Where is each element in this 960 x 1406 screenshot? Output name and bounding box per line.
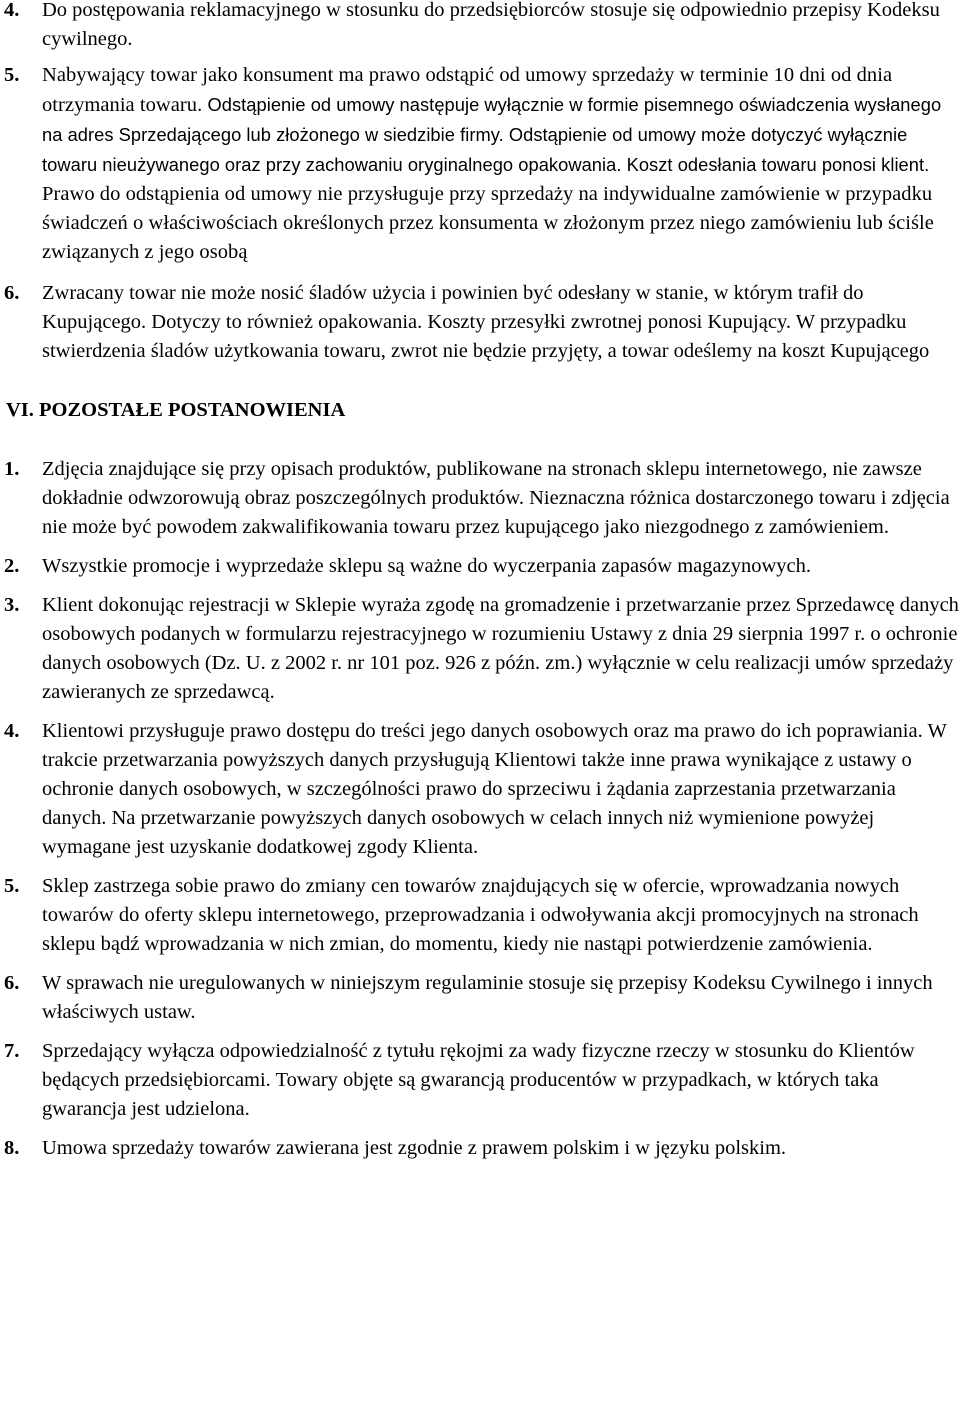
item-number: 6. bbox=[4, 972, 20, 994]
section-heading: VI. POZOSTAŁE POSTANOWIENIA bbox=[6, 399, 346, 421]
item-text: Sklep zastrzega sobie prawo do zmiany cen towarów znajdujących się w ofercie, wprowadzania nowych towarów do oferty sklepu internetowego, przeprowadzania i odwoływania akcji promocyjnych na stronach sklepu bądź wprowadzania w nich zmian, do momentu, kiedy nie nastąpi potwierdzenie zamówienia. bbox=[42, 875, 919, 955]
item-number: 4. bbox=[4, 0, 20, 21]
item-text-segment: Do postępowania reklamacyjnego w stosunku do przedsiębiorców stosuje się odpowiednio przepisy Kodeksu cywilnego. bbox=[42, 0, 940, 50]
item-number: 3. bbox=[4, 594, 20, 616]
item-text-segment: Odstąpienie od umowy następuje wyłącznie w formie pisemnego oświadczenia wysłanego na adres Sprzedającego lub złożonego w siedzibie firmy. Odstąpienie od umowy może dotyczyć wyłącznie towaru nieużywanego oraz przy zachowaniu oryginalnego opakowania. Koszt odesłania towaru ponosi klient. bbox=[42, 94, 942, 175]
item-text: Umowa sprzedaży towarów zawierana jest zgodnie z prawem polskim i w języku polskim. bbox=[42, 1137, 787, 1159]
item-text bbox=[42, 61, 960, 267]
item-number: 7. bbox=[4, 1040, 20, 1062]
item-text: Klientowi przysługuje prawo dostępu do treści jego danych osobowych oraz ma prawo do ich poprawiania. W trakcie przetwarzania powyższych danych przysługują Klientowi także inne prawa wynikające z ustawy o ochronie danych osobowych, w szczególności prawo do sprzeciwu i żądania zaprzestania przetwarzania danych. Na przetwarzanie powyższych danych osobowych w celach innych niż wymienione powyżej wymagane jest uzyskanie dodatkowej zgody Klienta. bbox=[42, 720, 947, 858]
item-text-segment: Prawo do odstąpienia od umowy nie przysługuje przy sprzedaży na indywidualne zamówienie w przypadku świadczeń o właściwościach określonych przez konsumenta w złożonym przez niego zamówieniu lub ściśle związanych z jego osobą bbox=[42, 183, 934, 263]
item-text: Klient dokonując rejestracji w Sklepie wyraża zgodę na gromadzenie i przetwarzanie przez Sprzedawcę danych osobowych podanych w formularzu rejestracyjnego w rozumieniu Ustawy z dnia 29 sierpnia 1997 r. o ochronie danych osobowych (Dz. U. z 2002 r. nr 101 poz. 926 z późn. zm.) wyłącznie w celu realizacji umów sprzedaży zawieranych ze sprzedawcą. bbox=[42, 594, 959, 703]
item-text bbox=[42, 0, 960, 54]
list-item bbox=[4, 1134, 960, 1163]
item-number: 6. bbox=[4, 282, 20, 304]
item-text-segment: Zwracany towar nie może nosić śladów użycia i powinien być odesłany w stanie, w którym trafił do Kupującego. Dotyczy to również opakowania. Koszty przesyłki zwrotnej ponosi Kupujący. W przypadku stwierdzenia śladów użytkowania towaru, zwrot nie będzie przyjęty, a towar odeślemy na koszt Kupującego bbox=[42, 282, 930, 362]
item-number: 8. bbox=[4, 1137, 20, 1159]
list-item bbox=[4, 279, 960, 366]
list-item bbox=[4, 0, 960, 54]
item-number: 1. bbox=[4, 458, 20, 480]
item-text: Zdjęcia znajdujące się przy opisach produktów, publikowane na stronach sklepu internetowego, nie zawsze dokładnie odwzorowują obraz poszczególnych produktów. Nieznaczna różnica dostarczonego towaru i zdjęcia nie może być powodem zakwalifikowania towaru przez kupującego jako niezgodnego z zamówieniem. bbox=[42, 458, 950, 538]
list-item bbox=[4, 872, 960, 959]
item-text bbox=[42, 279, 960, 366]
item-number: 5. bbox=[4, 875, 20, 897]
item-text: Wszystkie promocje i wyprzedaże sklepu są ważne do wyczerpania zapasów magazynowych. bbox=[42, 555, 812, 577]
item-text: Sprzedający wyłącza odpowiedzialność z tytułu rękojmi za wady fizyczne rzeczy w stosunku do Klientów będących przedsiębiorcami. Towary objęte są gwarancją producentów w przypadkach, w których taka gwarancja jest udzielona. bbox=[42, 1040, 915, 1120]
list-item bbox=[4, 1037, 960, 1124]
list-item bbox=[4, 717, 960, 862]
list-item bbox=[4, 591, 960, 707]
item-number: 5. bbox=[4, 64, 20, 86]
item-text-segment: Nabywający towar jako konsument ma prawo odstąpić od umowy sprzedaży w terminie 10 dni od dnia otrzymania towaru. bbox=[42, 64, 893, 116]
item-number: 4. bbox=[4, 720, 20, 742]
list-item bbox=[4, 969, 960, 1027]
list-item bbox=[4, 455, 960, 542]
item-number: 2. bbox=[4, 555, 20, 577]
list-item bbox=[4, 552, 960, 581]
item-text: W sprawach nie uregulowanych w niniejszym regulaminie stosuje się przepisy Kodeksu Cywilnego i innych właściwych ustaw. bbox=[42, 972, 933, 1023]
list-item bbox=[4, 61, 960, 267]
